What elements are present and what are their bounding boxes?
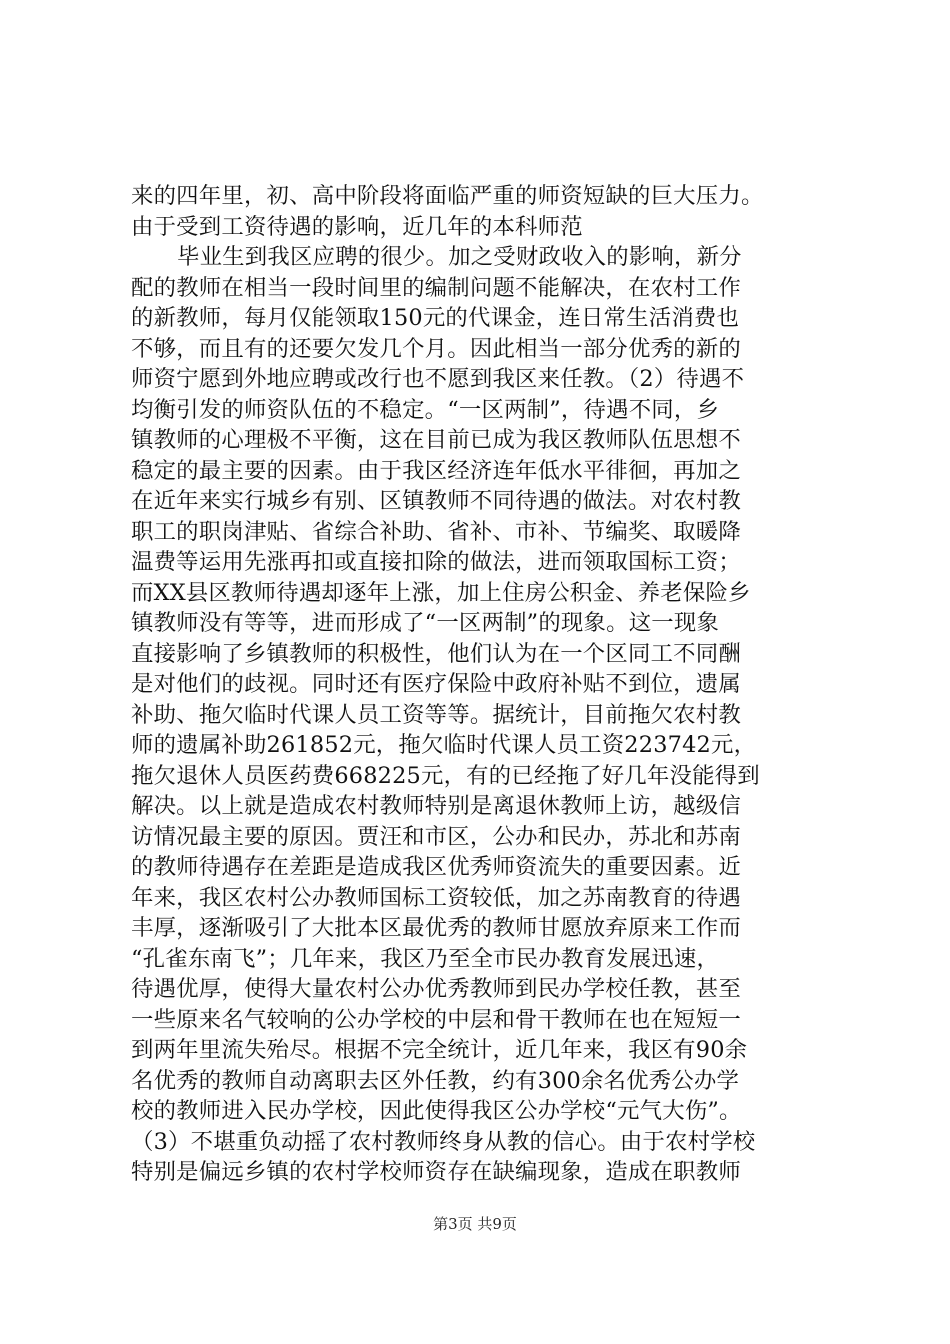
page-number-footer: 第3页 共9页 — [433, 1215, 517, 1233]
text-line: 校的教师进入民办学校，因此使得我区公办学校“元气大伤”。 — [131, 1098, 742, 1124]
text-line: 直接影响了乡镇教师的积极性，他们认为在一个区同工不同酬 — [131, 640, 741, 667]
text-line: 在近年来实行城乡有别、区镇教师不同待遇的做法。对农村教 — [131, 488, 741, 514]
text-line: 是对他们的歧视。同时还有医疗保险中政府补贴不到位，遗属 — [131, 671, 741, 697]
text-line: 稳定的最主要的因素。由于我区经济连年低水平徘徊，再加之 — [131, 457, 741, 484]
text-line: 职工的职岗津贴、省综合补助、省补、市补、节编奖、取暖降 — [131, 518, 741, 545]
text-line: 到两年里流失殆尽。根据不完全统计，近几年来，我区有90余 — [131, 1037, 748, 1063]
text-line: 师的遗属补助261852元，拖欠临时代课人员工资223742元， — [131, 732, 757, 758]
text-line: 待遇优厚，使得大量农村公办优秀教师到民办学校任教，甚至 — [131, 976, 741, 1002]
text-line: 一些原来名气较响的公办学校的中层和骨干教师在也在短短一 — [131, 1006, 741, 1033]
text-line: 解决。以上就是造成农村教师特别是离退休教师上访，越级信 — [131, 793, 741, 819]
text-line: 师资宁愿到外地应聘或改行也不愿到我区来任教。（2）待遇不 — [131, 366, 745, 392]
text-line: 镇教师的心理极不平衡，这在目前已成为我区教师队伍思想不 — [131, 427, 741, 453]
text-line: （3）不堪重负动摇了农村教师终身从教的信心。由于农村学校 — [131, 1128, 756, 1155]
text-line: 补助、拖欠临时代课人员工资等等。据统计，目前拖欠农村教 — [131, 701, 741, 728]
text-line: 特别是偏远乡镇的农村学校师资存在缺编现象，造成在职教师 — [131, 1159, 741, 1185]
text-line: 温费等运用先涨再扣或直接扣除的做法，进而领取国标工资； — [131, 549, 741, 575]
text-line: 配的教师在相当一段时间里的编制问题不能解决，在农村工作 — [131, 274, 741, 301]
text-line: “孔雀东南飞”；几年来，我区乃至全市民办教育发展迅速， — [131, 945, 720, 972]
text-line: 丰厚，逐渐吸引了大批本区最优秀的教师甘愿放弃原来工作而 — [131, 915, 741, 941]
text-line: 镇教师没有等等，进而形成了“一区两制”的现象。这一现象 — [131, 610, 720, 636]
text-line: 名优秀的教师自动离职去区外任教，约有300余名优秀公办学 — [131, 1067, 740, 1094]
text-line: 拖欠退休人员医药费668225元，有的已经拖了好几年没能得到 — [131, 762, 760, 789]
text-line: 访情况最主要的原因。贾汪和市区，公办和民办，苏北和苏南 — [131, 823, 741, 850]
text-line: 均衡引发的师资队伍的不稳定。“一区两制”，待遇不同，乡 — [131, 396, 720, 423]
text-line: 毕业生到我区应聘的很少。加之受财政收入的影响，新分 — [177, 244, 742, 270]
text-line: 不够，而且有的还要欠发几个月。因此相当一部分优秀的新的 — [131, 335, 741, 362]
document-body — [131, 181, 831, 1188]
text-line: 而XX县区教师待遇却逐年上涨，加上住房公积金、养老保险乡 — [131, 579, 751, 606]
text-line: 来的四年里，初、高中阶段将面临严重的师资短缺的巨大压力。 — [131, 183, 764, 209]
text-line: 由于受到工资待遇的影响，近几年的本科师范 — [131, 213, 583, 240]
text-line: 的教师待遇存在差距是造成我区优秀师资流失的重要因素。近 — [131, 854, 741, 880]
text-line: 年来，我区农村公办教师国标工资较低，加之苏南教育的待遇 — [131, 884, 741, 911]
text-line: 的新教师，每月仅能领取150元的代课金，连日常生活消费也 — [131, 305, 740, 331]
